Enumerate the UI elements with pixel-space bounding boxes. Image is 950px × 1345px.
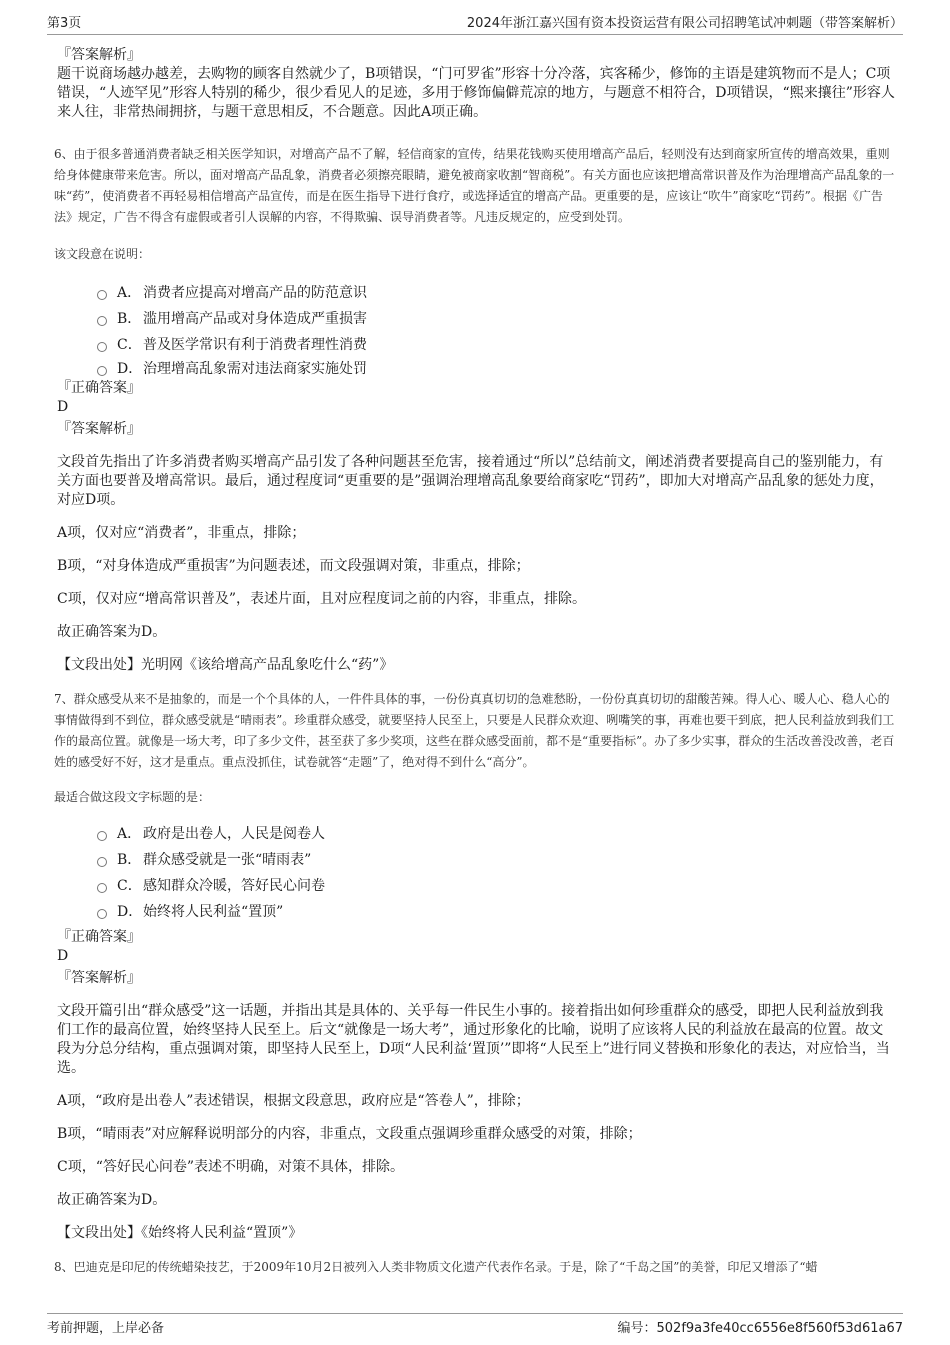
analysis-text: 题干说商场越办越差，去购物的顾客自然就少了，B项错误，“门可罗雀”形容十分冷落，宾客稀少，修饰的主语是建筑物而不是人；C项错误，“人迹罕见”形容人特别的稀少，很少看见人的足迹，多用于修饰偏僻荒凉的地方，与题意不相符合，D项错误，“熙来攘往”形容人来人往，非常热闹拥挤，与题干意思相反，不合题意。因此A项正确。 <box>57 66 895 120</box>
document-title: 2024年浙江嘉兴国有资本投资运营有限公司招聘笔试冲刺题（带答案解析） <box>466 16 903 31</box>
analysis-label: 『答案解析』 <box>57 47 141 63</box>
analysis-conclusion: 故正确答案为D。 <box>57 624 167 640</box>
radio-icon[interactable] <box>97 366 107 376</box>
page-footer <box>47 1313 903 1336</box>
analysis-paragraph: 文段开篇引出“群众感受”这一话题，并指出其是具体的、关乎每一件民生小事的。接着指出如何珍重群众的感受，即把人民利益放到我们工作的最高位置，始终坚持人民至上。后文“就像是一场大考”，通过形象化的比喻，说明了应该将人民的利益放在最高的位置。故文段为分总分结构，重点强调对策，即坚持人民至上，D项“人民利益‘置顶’”即将“人民至上”进行同义替换和形象化的表达，对应恰当，当选。 <box>57 1003 890 1076</box>
footer-slogan: 考前押题，上岸必备 <box>47 1321 165 1336</box>
option-a[interactable]: A． 消费者应提高对增高产品的防范意识 <box>97 279 895 305</box>
document-body <box>54 46 895 1278</box>
option-b[interactable]: B． 群众感受就是一张“晴雨表” <box>97 846 895 872</box>
correct-answer-label: 『正确答案』 <box>57 380 141 396</box>
question-7-prompt: 最适合做这段文字标题的是： <box>54 790 211 804</box>
analysis-label: 『答案解析』 <box>57 421 141 437</box>
analysis-conclusion: 故正确答案为D。 <box>57 1192 167 1208</box>
option-d[interactable]: D． 治理增高乱象需对违法商家实施处罚 <box>97 357 895 379</box>
correct-answer: D <box>57 399 69 415</box>
question-7-options <box>57 820 895 924</box>
question-7-stem: 7、群众感受从来不是抽象的，而是一个个具体的人，一件件具体的事，一份份真真切切的急难愁盼，一份份真真切切的甜酸苦辣。得人心、暖人心、稳人心的事情做得到不到位，群众感受就是“晴雨表”。珍重群众感受，就要坚持人民至上，只要是人民群众欢迎、咧嘴笑的事，再难也要干到底，把人民利益放到我们工作的最高位置。就像是一场大考，印了多少文件，甚至获了多少奖项，这些在群众感受面前，都不是“重要指标”。办了多少实事，群众的生活改善没改善，老百姓的感受好不好，这才是重点。重点没抓住，试卷就答“走题”了，绝对得不到什么“高分”。 <box>54 692 895 769</box>
analysis-paragraph: B项，“对身体造成严重损害”为问题表述，而文段强调对策，非重点，排除； <box>57 558 530 574</box>
document-id: 编号：502f9a3fe40cc6556e8f560f53d61a67 <box>617 1321 903 1336</box>
question-8-stem: 8、巴迪克是印尼的传统蜡染技艺，于2009年10月2日被列入人类非物质文化遗产代表作名录。于是，除了“千岛之国”的美誉，印尼又增添了“蜡 <box>54 1260 818 1274</box>
text-source: 【文段出处】光明网《该给增高产品乱象吃什么“药”》 <box>57 657 394 673</box>
radio-icon[interactable] <box>97 857 107 867</box>
radio-icon[interactable] <box>97 831 107 841</box>
option-d[interactable]: D． 始终将人民利益“置顶” <box>97 898 895 924</box>
radio-icon[interactable] <box>97 290 107 300</box>
analysis-paragraph: C项，仅对应“增高常识普及”，表述片面，且对应程度词之前的内容，非重点，排除。 <box>57 591 587 607</box>
radio-icon[interactable] <box>97 342 107 352</box>
analysis-label: 『答案解析』 <box>57 970 141 986</box>
radio-icon[interactable] <box>97 909 107 919</box>
analysis-paragraph: A项，仅对应“消费者”，非重点，排除； <box>57 525 306 541</box>
question-6-prompt: 该文段意在说明： <box>54 247 151 261</box>
radio-icon[interactable] <box>97 883 107 893</box>
analysis-paragraph: B项，“晴雨表”对应解释说明部分的内容，非重点，文段重点强调珍重群众感受的对策，排除； <box>57 1126 642 1142</box>
option-c[interactable]: C． 普及医学常识有利于消费者理性消费 <box>97 331 895 357</box>
analysis-paragraph: A项，“政府是出卷人”表述错误，根据文段意思，政府应是“答卷人”，排除； <box>57 1093 530 1109</box>
question-6-options <box>57 279 895 379</box>
question-6-stem: 6、由于很多普通消费者缺乏相关医学知识，对增高产品不了解，轻信商家的宣传，结果花钱购买使用增高产品后，轻则没有达到商家所宣传的增高效果，重则给身体健康带来危害。所以，面对增高产品乱象，消费者必须擦亮眼睛，避免被商家收割“智商税”。有关方面也应该把增高常识普及作为治理增高产品乱象的一味“药”，使消费者不再轻易相信增高产品宣传，而是在医生指导下进行食疗，或选择适宜的增高产品。更重要的是，应该让“吹牛”商家吃“罚药”。根据《广告法》规定，广告不得含有虚假或者引人误解的内容，不得欺骗、误导消费者等。凡违反规定的，应受到处罚。 <box>54 147 895 224</box>
option-b[interactable]: B． 滥用增高产品或对身体造成严重损害 <box>97 305 895 331</box>
radio-icon[interactable] <box>97 316 107 326</box>
analysis-paragraph: 文段首先指出了许多消费者购买增高产品引发了各种问题甚至危害，接着通过“所以”总结前文，阐述消费者要提高自己的鉴别能力，有关方面也要普及增高常识。最后，通过程度词“更重要的是”强调治理增高乱象要给商家吃“罚药”，即加大对增高产品乱象的惩处力度，对应D项。 <box>57 454 884 508</box>
page-header <box>47 12 903 35</box>
option-a[interactable]: A． 政府是出卷人，人民是阅卷人 <box>97 820 895 846</box>
correct-answer-label: 『正确答案』 <box>57 929 141 945</box>
correct-answer: D <box>57 948 69 964</box>
page-number: 第3页 <box>47 16 82 31</box>
option-c[interactable]: C． 感知群众冷暖，答好民心问卷 <box>97 872 895 898</box>
analysis-paragraph: C项，“答好民心问卷”表述不明确，对策不具体，排除。 <box>57 1159 405 1175</box>
text-source: 【文段出处】《始终将人民利益“置顶”》 <box>57 1225 303 1241</box>
